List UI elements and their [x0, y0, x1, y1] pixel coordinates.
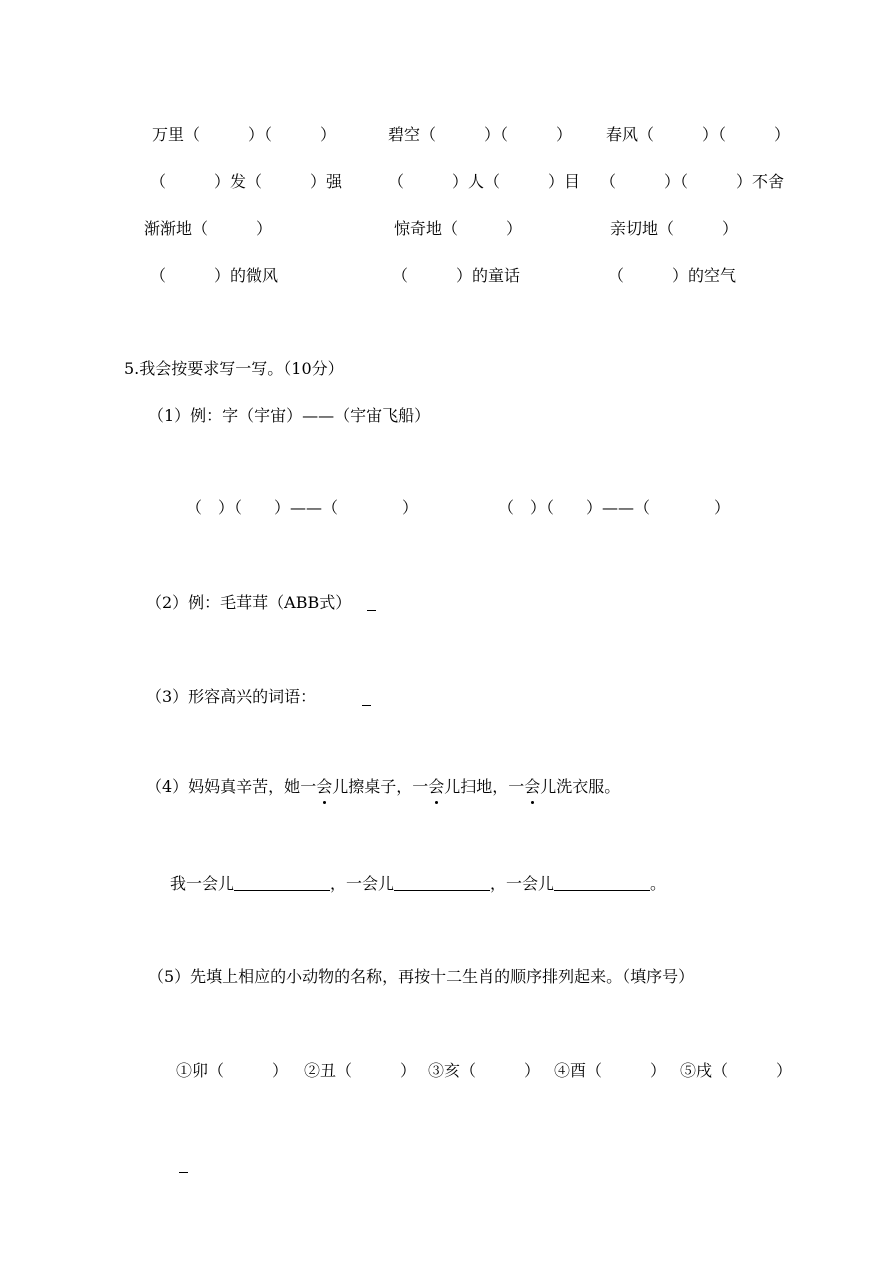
zodiac-item-1: ①卯（ ）	[176, 1061, 289, 1080]
answer-underline	[179, 1172, 188, 1173]
question-3: （3）形容高兴的词语：	[146, 687, 317, 706]
question-1-example: （1）例：字（宇宙）——（宇宙飞船）	[148, 406, 431, 425]
fill-row1-a: 万里（ ）（ ）	[152, 125, 337, 144]
question-4-answer	[170, 874, 666, 894]
answer-blank[interactable]	[394, 874, 490, 891]
fill-row2-b: （ ）人（ ）目	[388, 172, 581, 191]
zodiac-item-5: ⑤戌（ ）	[680, 1061, 793, 1080]
question-1-blank-right: （ ）（ ）——（ ）	[498, 498, 731, 517]
fill-row4-a: （ ）的微风	[150, 266, 279, 285]
zodiac-item-4: ④酉（ ）	[554, 1061, 667, 1080]
answer-underline	[367, 610, 376, 611]
answer-blank[interactable]	[554, 874, 650, 891]
emphasis-dot-text: 一会儿	[412, 777, 461, 796]
answer-underline	[362, 705, 371, 706]
q4-answer-sep: ，一会儿	[330, 874, 395, 893]
fill-row4-c: （ ）的空气	[608, 266, 737, 285]
fill-row3-b: 惊奇地（ ）	[394, 219, 523, 238]
question-2: （2）例：毛茸茸（ABB式）	[146, 593, 352, 612]
emphasis-dot-text: 一会儿	[508, 777, 557, 796]
fill-row1-b: 碧空（ ）（ ）	[388, 125, 573, 144]
fill-row3-c: 亲切地（ ）	[610, 219, 739, 238]
answer-blank[interactable]	[234, 874, 330, 891]
fill-row1-c: 春风（ ）（ ）	[606, 125, 791, 144]
fill-row2-a: （ ）发（ ）强	[150, 172, 343, 191]
q4-answer-sep: ，一会儿	[490, 874, 555, 893]
fill-row4-b: （ ）的童话	[392, 266, 521, 285]
zodiac-item-2: ②丑（ ）	[304, 1061, 417, 1080]
zodiac-item-3: ③亥（ ）	[428, 1061, 541, 1080]
fill-row3-a: 渐渐地（ ）	[144, 219, 273, 238]
section-heading: 5.我会按要求写一写。（10分）	[124, 359, 344, 378]
fill-row2-c: （ ）（ ）不舍	[600, 172, 785, 191]
q4-part3: 洗衣服。	[556, 777, 621, 796]
emphasis-dot-text: 一会儿	[300, 777, 349, 796]
question-4	[146, 777, 620, 797]
q4-answer-end: 。	[650, 874, 667, 893]
q4-answer-start: 我一会儿	[170, 874, 235, 893]
q4-prefix: （4）妈妈真辛苦，她	[146, 777, 301, 796]
q4-part1: 擦桌子，	[348, 777, 413, 796]
question-1-blank-left: （ ）（ ）——（ ）	[186, 498, 419, 517]
q4-part2: 扫地，	[460, 777, 509, 796]
question-5: （5）先填上相应的小动物的名称，再按十二生肖的顺序排列起来。（填序号）	[148, 967, 695, 986]
